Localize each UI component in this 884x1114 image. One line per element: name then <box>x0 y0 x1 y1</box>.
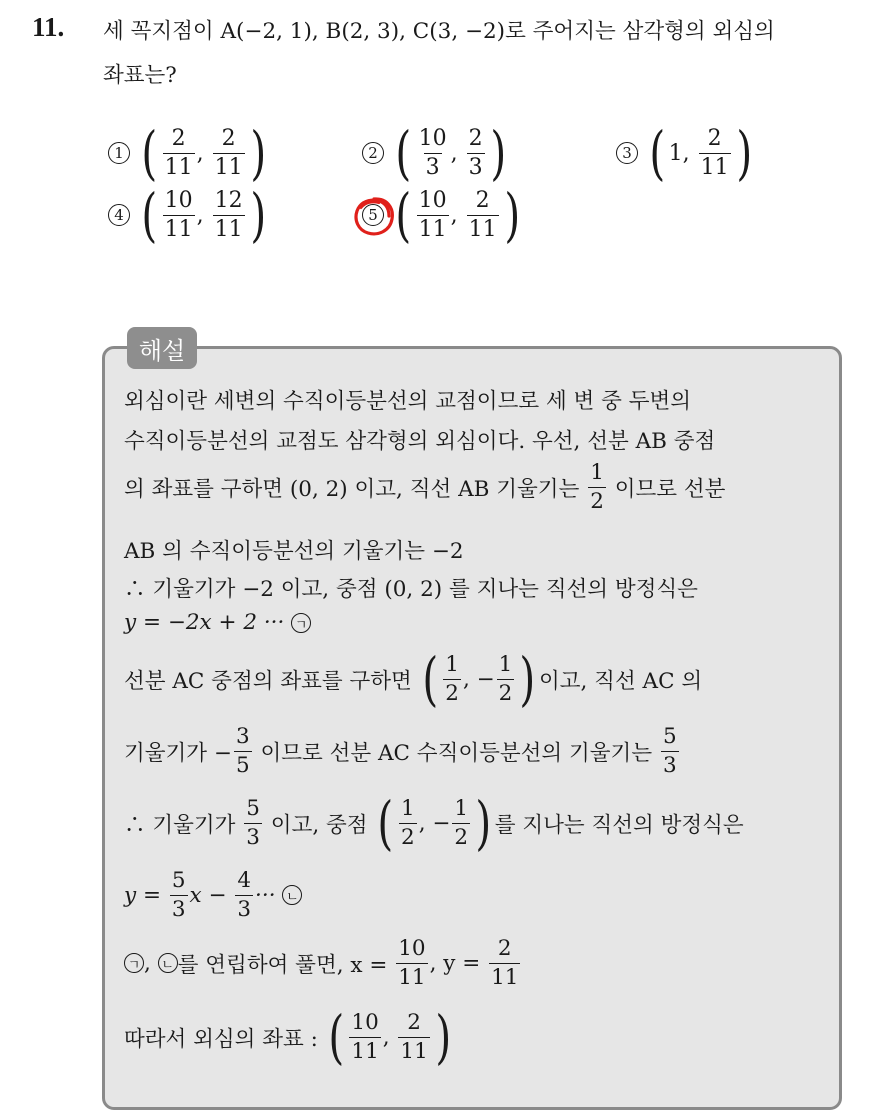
fraction: $\frac{2}{11}$ <box>214 125 243 180</box>
choice-3[interactable]: 3 ( 1 , $\frac{2}{11}$ ) <box>616 124 755 182</box>
solution-line: y = $\frac{5}{3}$ x − $\frac{4}{3}$ ··· ㄴ <box>124 870 302 920</box>
question-text-line2: 좌표는? <box>103 63 177 88</box>
fraction: $\frac{2}{11}$ <box>164 125 193 180</box>
question-text-line1: 세 꼭지점이 A(−2, 1), B(2, 3), C(3, −2)로 주어지는 삼각형의 외심의 <box>103 19 775 44</box>
choice-marker: 3 <box>616 142 638 164</box>
circled-mark-icon: ㄱ <box>291 613 311 633</box>
answer-mark-icon <box>351 194 397 240</box>
solution-line: ∴ 기울기가 −2 이고, 중점 (0, 2) 를 지나는 직선의 방정식은 <box>124 577 698 602</box>
choice-marker: 2 <box>362 142 384 164</box>
solution-tag: 해설 <box>127 327 197 369</box>
question-number: 11. <box>32 12 65 42</box>
choice-marker: 5 <box>362 204 384 226</box>
fraction: $\frac{10}{3}$ <box>418 125 447 180</box>
choice-2[interactable]: 2 ( $\frac{10}{3}$ , $\frac{2}{3}$ ) <box>362 124 509 182</box>
solution-line: ㄱ , ㄴ 를 연립하여 풀면, x = $\frac{10}{11}$ , y = $\frac{2}{11}$ <box>124 938 522 988</box>
choice-5[interactable]: 5 ( $\frac{10}{11}$ , $\frac{2}{11}$ ) <box>362 186 523 244</box>
solution-line: 선분 AC 중점의 좌표를 구하면 ( $\frac{1}{2}$ , − $\frac{1}{2}$ ) 이고, 직선 AC 의 <box>124 645 703 713</box>
solution-line: 수직이등분선의 교점도 삼각형의 외심이다. 우선, 선분 AB 중점 <box>124 429 716 454</box>
fraction: $\frac{2}{11}$ <box>468 187 497 242</box>
choice-4[interactable]: 4 ( $\frac{10}{11}$ , $\frac{12}{11}$ ) <box>108 186 269 244</box>
solution-line: 외심이란 세변의 수직이등분선의 교점이므로 세 변 중 두변의 <box>124 389 692 414</box>
solution-line: ∴ 기울기가 $\frac{5}{3}$ 이고, 중점 ( $\frac{1}{2}$ , − $\frac{1}{2}$ ) 를 지나는 직선의 방정식은 <box>124 789 744 857</box>
fraction: $\frac{2}{11}$ <box>700 125 729 180</box>
fraction: $\frac{12}{11}$ <box>214 187 243 242</box>
choice-marker: 4 <box>108 204 130 226</box>
choice-1[interactable]: 1 ( $\frac{2}{11}$ , $\frac{2}{11}$ ) <box>108 124 269 182</box>
fraction: $\frac{10}{11}$ <box>164 187 193 242</box>
circled-mark-icon: ㄴ <box>282 885 302 905</box>
fraction: $\frac{10}{11}$ <box>418 187 447 242</box>
fraction: $\frac{2}{3}$ <box>468 125 483 180</box>
circled-mark-icon: ㄱ <box>124 953 144 973</box>
circled-mark-icon: ㄴ <box>158 953 178 973</box>
solution-line: y = −2x + 2 ··· ㄱ <box>124 610 311 635</box>
solution-line: 따라서 외심의 좌표 : ( $\frac{10}{11}$ , $\frac{2}{11}$ ) <box>124 1003 452 1071</box>
choice-marker: 1 <box>108 142 130 164</box>
solution-line: AB 의 수직이등분선의 기울기는 −2 <box>124 539 464 564</box>
solution-line: 기울기가 − $\frac{3}{5}$ 이므로 선분 AC 수직이등분선의 기울기는 $\frac{5}{3}$ <box>124 724 677 778</box>
solution-line: 의 좌표를 구하면 (0, 2) 이고, 직선 AB 기울기는 $\frac{1}{2}$ 이므로 선분 <box>124 460 726 514</box>
